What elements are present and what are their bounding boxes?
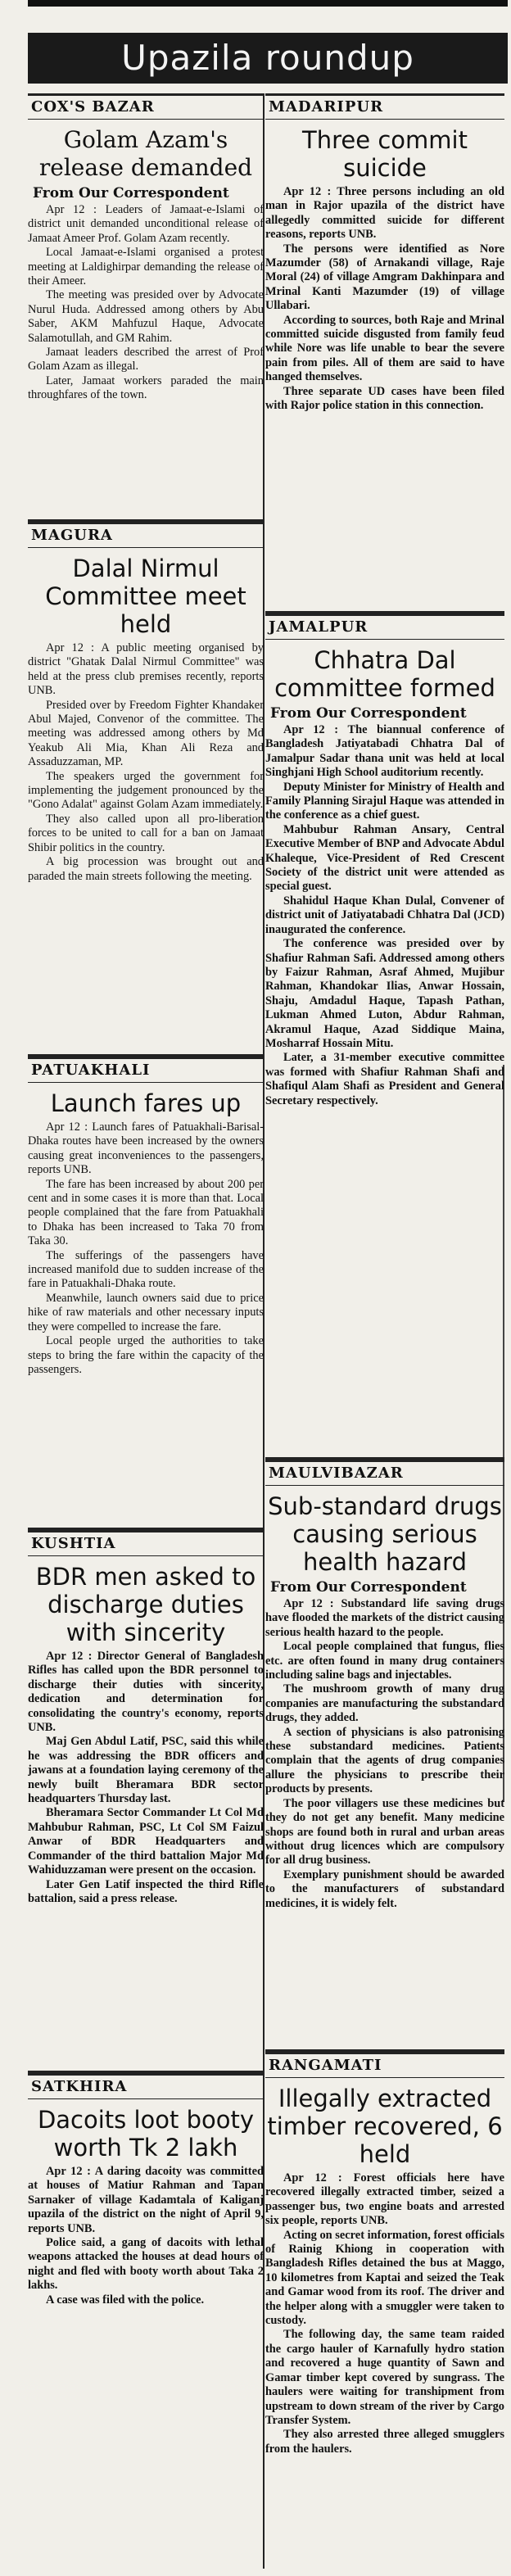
paragraph: Local people urged the authorities to take steps to bring the fare within the capacity of the passengers. (28, 1334, 264, 1376)
article-headline: Golam Azam's release demanded (38, 126, 253, 181)
article-byline: From Our Correspondent (270, 705, 467, 722)
paragraph: Later, a 31-member executive committee was formed with Shafiur Rahman Shafi and Shafiqul Alam Shafi as President and General Secretary respectively. (265, 1051, 504, 1107)
paragraph: Deputy Minister for Ministry of Health and Family Planning Sirajul Haque was attended in the conference as a chief guest. (265, 780, 504, 822)
article-kushtia (28, 1530, 264, 2073)
paragraph: The mushroom growth of many drug companies are manufacturing the substandard drugs, they added. (265, 1682, 504, 1725)
paragraph: The meeting was presided over by Advocate Nurul Huda. Addressed among others by Abu Saber, AKM Mahfuzul Haque, Advocate Salamotullah, and GM Rahim. (28, 288, 264, 345)
paragraph: The sufferings of the passengers have increased manifold due to sudden increase of the fare in Patuakhali-Dhaka route. (28, 1248, 264, 1291)
paragraph: A big procession was brought out and paraded the main streets following the meeting. (28, 855, 264, 883)
paragraph: Apr 12 : Director General of Bangladesh Rifles has called upon the BDR personnel to discharge their duties with sincerity, dedication and determination for consolidating the country's economy, reports UNB. (28, 1650, 264, 1735)
paragraph: Bheramara Sector Commander Lt Col Md Mahbubur Rahman, PSC, Lt Col SM Faizul Anwar of BDR Headquarters and Commander of the third battalion Major Md Wahiduzzaman were present on the occasion. (28, 1806, 264, 1877)
page-banner: Upazila roundup (28, 33, 508, 84)
paragraph: Apr 12 : Launch fares of Patuakhali-Barisal-Dhaka routes have been increased by the owners causing great inconveniences to the passengers, reports UNB. (28, 1120, 264, 1177)
paragraph: Local Jamaat-e-Islami organised a protest meeting at Laldighirpar demanding the release of their Ameer. (28, 246, 264, 288)
paragraph: Exemplary punishment should be awarded to the manufacturers of substandard medicines, it is widely felt. (265, 1867, 504, 1910)
paragraph: Presided over by Freedom Fighter Khandaker Abul Majed, Convenor of the committee. The meeting was addressed among others by Md Yeakub Ali Mia, Khan Ali Reza and Assaduzzaman, MP. (28, 698, 264, 769)
paragraph: Three separate UD cases have been filed with Rajor police station in this connection. (265, 384, 504, 413)
article-headline: Illegally extracted timber recovered, 6 held (267, 2085, 503, 2168)
section-label: PATUAKHALI (28, 1057, 264, 1083)
article-body (265, 1597, 504, 1911)
article-body (265, 723, 504, 1108)
right-column (265, 93, 504, 2569)
paragraph: Apr 12 : Three persons including an old man in Rajor upazila of the district have allegedly committed suicide for different reasons, reports UNB. (265, 185, 504, 242)
article-headline: Three commit suicide (302, 126, 468, 182)
paragraph: Later, Jamaat workers paraded the main throughfares of the town. (28, 373, 264, 402)
paragraph: The poor villagers use these medicines but they do not get any benefit. Many medicine shops are found both in rural and urban areas without drug licences which are compulsory for all drug business. (265, 1796, 504, 1867)
paragraph: The conference was presided over by Shafiur Rahman Safi. Addressed among others by Faizur Rahman, Asraf Ahmed, Mujibur Rahman, Khandokar Ilias, Anwar Hossain, Shaju, Amdadul Haque, Tapash Pathan, Lukman Ahmed Luton, Abdur Rahman, Akramul Haque, Azad Siddique Maina, Mosharraf Hossain Mitu. (265, 937, 504, 1050)
paragraph: The speakers urged the government for implementing the judgement pronounced by the "Gono Adalat" against Golam Azam immediately. (28, 769, 264, 812)
top-rule (28, 0, 508, 7)
section-label: SATKHIRA (28, 2073, 264, 2099)
article-jamalpur (265, 613, 504, 1460)
article-headline: Sub-standard drugs causing serious health hazard (268, 1492, 502, 1576)
paragraph: Later Gen Latif inspected the third Rifle battalion, said a press release. (28, 1877, 264, 1905)
paragraph: Mahbubur Rahman Ansary, Central Executive Member of BNP and Advocate Abdul Khaleque, Vice-President of Red Crescent Society of the district unit were attended as special guest. (265, 822, 504, 894)
paragraph: Police said, a gang of dacoits with lethal weapons attacked the houses at dead hours of night and fled with booty worth about Taka 2 lakhs. (28, 2236, 264, 2293)
section-label: JAMALPUR (265, 613, 504, 640)
article-coxs-bazar (28, 93, 264, 522)
paragraph: According to sources, both Raje and Mrinal committed suicide disgusted from family feud while Nore was life unable to bear the severe pain from piles. All of them are said to have hanged themselves. (265, 313, 504, 384)
article-magura (28, 522, 264, 1057)
paragraph: The persons were identified as Nore Mazumder (58) of Arnakandi village, Raje Moral (24) of village Amgram Dakhinpara and Mrinal Kanti Mazumder (19) of village Ullabari. (265, 242, 504, 313)
article-body (28, 203, 264, 403)
section-label: RANGAMATI (265, 2052, 504, 2078)
article-madaripur (265, 93, 504, 613)
paragraph: The fare has been increased by about 200 per cent and in some cases it is more than that. Local people complained that the fare from Patuakhali to Dhaka has been increased to Taka 70 from Taka 30. (28, 1177, 264, 1248)
paragraph: Apr 12 : The biannual conference of Bangladesh Jatiyatabadi Chhatra Dal of Jamalpur Sadar thana unit was held at local Singhjani High School auditorium recently. (265, 723, 504, 780)
paragraph: They also called upon all pro-liberation forces to be united to call for a ban on Jamaat Shibir politics in the country. (28, 812, 264, 854)
paragraph: Jamaat leaders described the arrest of Prof Golam Azam as illegal. (28, 346, 264, 373)
article-patuakhali (28, 1057, 264, 1530)
left-column (28, 93, 264, 2569)
article-headline: BDR men asked to discharge duties with sincerity (35, 1563, 256, 1646)
article-headline: Dalal Nirmul Committee meet held (45, 555, 246, 638)
article-byline: From Our Correspondent (270, 1579, 467, 1596)
section-label: MAULVIBAZAR (265, 1460, 504, 1486)
paragraph: Apr 12 : Forest officials here have recovered illegally extracted timber, seized a passenger bus, two engine boats and arrested six people, reports UNB. (265, 2171, 504, 2228)
article-rangamati (265, 2052, 504, 2576)
paragraph: Apr 12 : Leaders of Jamaat-e-Islami of district unit demanded unconditional release of Jamaat Ameer Prof. Golam Azam recently. (28, 203, 264, 245)
paragraph: Apr 12 : A public meeting organised by district "Ghatak Dalal Nirmul Committee" was held at the press club premises recently, reports UNB. (28, 641, 264, 698)
paragraph: Acting on secret information, forest officials of Rainig Khiong in cooperation with Bangladesh Rifles detained the bus at Maggo, 10 kilometres from Kaptai and seized the Teak and Gamar wood from its roof. The driver and the helper along with a smuggler were taken to custody. (265, 2228, 504, 2328)
article-satkhira (28, 2073, 264, 2532)
article-headline: Chhatra Dal committee formed (274, 646, 495, 702)
paragraph: Shahidul Haque Khan Dulal, Convener of district unit of Jatiyatabadi Chhatra Dal (JCD) inaugurated the conference. (265, 894, 504, 936)
article-body (265, 2171, 504, 2456)
paragraph: A case was filed with the police. (46, 2293, 205, 2307)
section-label: MADARIPUR (265, 93, 504, 120)
article-body (28, 641, 264, 884)
paragraph: A section of physicians is also patronising these substandard medicines. Patients complain that the agents of drug companies allure the physicians to prescribe their products by presents. (265, 1725, 504, 1796)
section-label: KUSHTIA (28, 1530, 264, 1556)
article-maulvibazar (265, 1460, 504, 2052)
article-headline: Dacoits loot booty worth Tk 2 lakh (37, 2106, 255, 2162)
article-byline: From Our Correspondent (33, 185, 229, 201)
section-label: MAGURA (28, 522, 264, 548)
paragraph: The following day, the same team raided the cargo hauler of Karnafully hydro station and recovered a huge quantity of Sawn and Gamar timber kept covered by sungrass. The haulers were waiting for transhipment from upstream to down stream of the river by Cargo Transfer System. (265, 2328, 504, 2427)
paragraph: Apr 12 : A daring dacoity was committed at houses of Matiur Rahman and Tapan Sarnaker of village Kadamtala of Kaliganj upazila of the district on the night of April 9, reports UNB. (28, 2165, 264, 2235)
paragraph: Apr 12 : Substandard life saving drugs have flooded the markets of the district causing serious health hazard to the people. (265, 1597, 504, 1639)
article-body (265, 185, 504, 414)
article-headline: Launch fares up (50, 1089, 242, 1117)
article-body (28, 1120, 264, 1377)
article-body (28, 2165, 264, 2307)
article-body (28, 1650, 264, 1906)
paragraph: Local people complained that fungus, flies etc. are often found in many drug containers including saline bags and injectables. (265, 1640, 504, 1682)
section-label: COX'S BAZAR (28, 93, 264, 120)
paragraph: Meanwhile, launch owners said due to price hike of raw materials and other necessary inputs they were compelled to increase the fare. (28, 1291, 264, 1333)
paragraph: They also arrested three alleged smugglers from the haulers. (265, 2428, 504, 2456)
paragraph: Maj Gen Abdul Latif, PSC, said this while he was addressing the BDR officers and jawans at a foundation laying ceremony of the newly built Bheramara BDR sector headquarters Thursday last. (28, 1735, 264, 1806)
